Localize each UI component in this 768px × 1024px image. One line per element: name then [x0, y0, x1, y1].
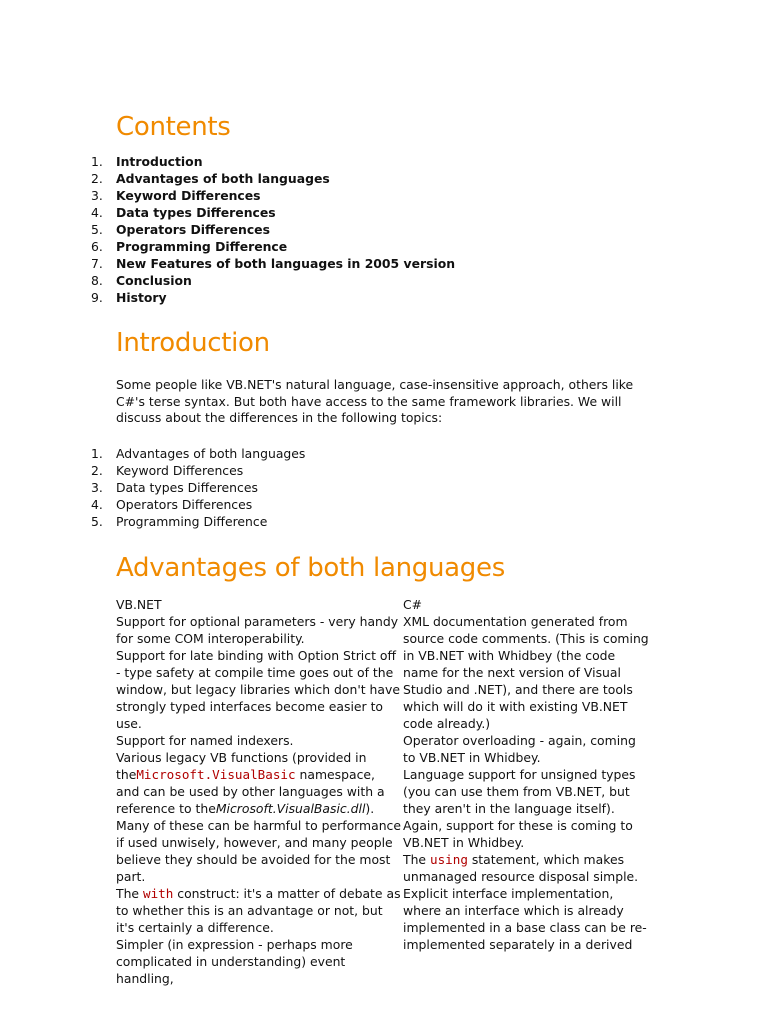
contents-item[interactable]: 8. Conclusion [91, 273, 192, 288]
csharp-point: Operator overloading - again, coming to VB.NET in Whidbey. [403, 733, 636, 765]
code-namespace: Microsoft.VisualBasic [136, 767, 296, 782]
contents-item[interactable]: 6. Programming Difference [91, 239, 288, 254]
contents-item[interactable]: 7. New Features of both languages in 2005 version [91, 256, 456, 271]
advantages-heading: Advantages of both languages [116, 553, 505, 583]
vbnet-point: The with construct: it's a matter of debate as to whether this is an advantage or not, but it's certainly a difference. [116, 886, 401, 935]
introduction-topics-list [0, 445, 305, 530]
introduction-heading: Introduction [116, 328, 270, 358]
contents-item[interactable]: 9. History [91, 290, 167, 305]
dll-reference: Microsoft.VisualBasic.dll [215, 801, 366, 816]
vbnet-column [116, 596, 402, 987]
topic-item: 3. Data types Differences [91, 480, 258, 495]
csharp-point: The using statement, which makes unmanaged resource disposal simple. [403, 852, 639, 884]
contents-item[interactable]: 3. Keyword Differences [91, 188, 261, 203]
contents-list [0, 153, 455, 306]
vbnet-point: Support for late binding with Option Strict off - type safety at compile time goes out of the window, but legacy libraries which don't have strongly typed interfaces become easier to use. [116, 648, 400, 731]
topic-item: 5. Programming Difference [91, 514, 268, 529]
code-keyword: with [142, 886, 174, 901]
csharp-point: Language support for unsigned types (you can use them from VB.NET, but they aren't in the language itself). Again, support for these is coming to VB.NET in Whidbey. [403, 767, 636, 850]
topic-item: 1. Advantages of both languages [91, 446, 306, 461]
contents-item[interactable]: 2. Advantages of both languages [91, 171, 330, 186]
contents-item[interactable]: 4. Data types Differences [91, 205, 276, 220]
code-keyword: using [429, 852, 468, 867]
vbnet-point: Support for optional parameters - very handy for some COM interoperability. [116, 614, 399, 646]
contents-heading: Contents [116, 112, 231, 142]
vbnet-header: VB.NET [116, 597, 162, 612]
contents-item[interactable]: 1. Introduction [91, 154, 203, 169]
vbnet-point: Various legacy VB functions (provided in theMicrosoft.VisualBasic namespace, and can be used by other languages with a reference to theMicrosoft.VisualBasic.dll). Many of these can be harmful to performance if used unwisely, however, and many people believe they should be avoided for the most part. [116, 750, 401, 884]
topic-item: 4. Operators Differences [91, 497, 253, 512]
csharp-point: Explicit interface implementation, where an interface which is already implemented in a base class can be re-implemented separately in a derived [403, 886, 647, 952]
csharp-point: XML documentation generated from source code comments. (This is coming in VB.NET with Whidbey (the code name for the next version of Visual Studio and .NET), and there are tools which will do it with existing VB.NET code already.) [403, 614, 649, 731]
vbnet-point: Support for named indexers. [116, 733, 294, 748]
topic-item: 2. Keyword Differences [91, 463, 244, 478]
contents-item[interactable]: 5. Operators Differences [91, 222, 270, 237]
csharp-column [403, 596, 649, 953]
csharp-header: C# [403, 597, 423, 612]
vbnet-point: Simpler (in expression - perhaps more complicated in understanding) event handling, [116, 937, 353, 986]
introduction-paragraph: Some people like VB.NET's natural language, case-insensitive approach, others like C#'s terse syntax. But both have access to the same framework libraries. We will discuss about the differences in the following topics: [116, 377, 634, 425]
